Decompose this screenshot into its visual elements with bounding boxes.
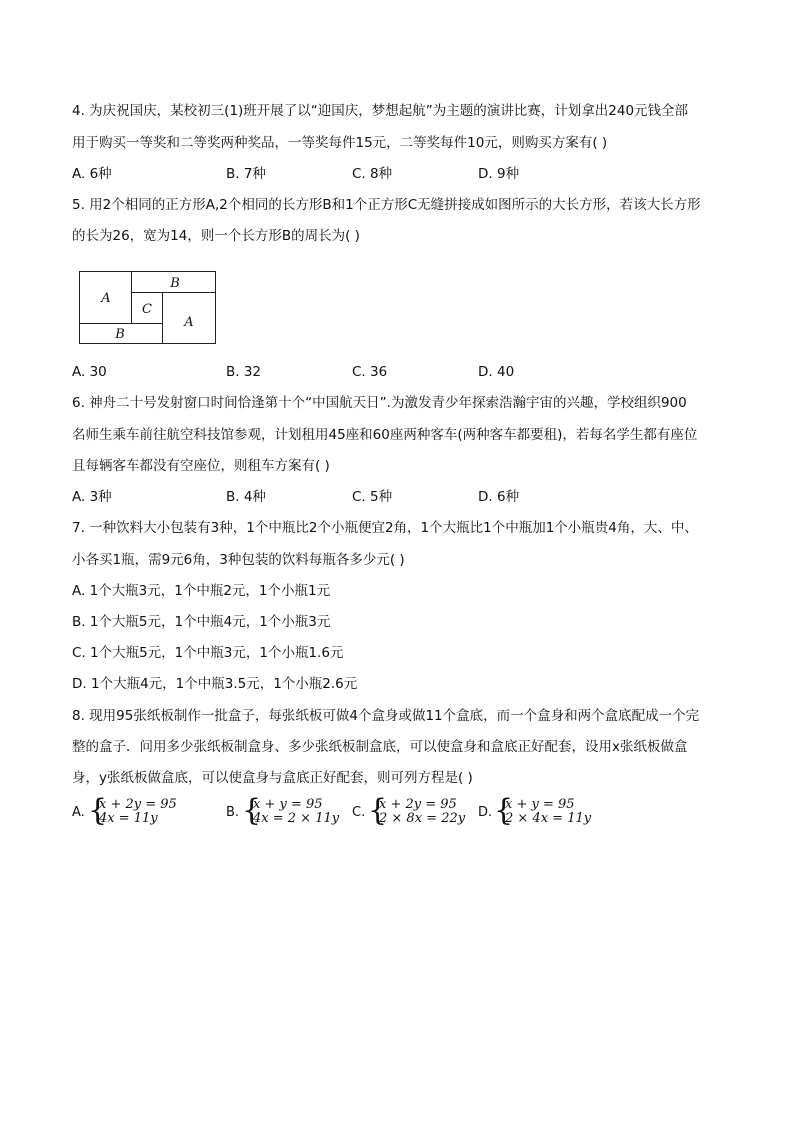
q8-option-c-eq2: 2 × 8x = 22y xyxy=(379,811,466,826)
q7-option-b: B. 1个大瓶5元，1个中瓶4元，1个小瓶3元 xyxy=(72,614,331,630)
q5-option-b: B. 32 xyxy=(226,364,262,380)
q5-option-c: C. 36 xyxy=(352,364,388,380)
brace-icon: { xyxy=(368,793,388,828)
q7-text-line-1: 7. 一种饮料大小包装有3种，1个中瓶比2个小瓶便宜2角，1个大瓶比1个中瓶加1个小瓶贵4角，大、中、 xyxy=(72,520,698,536)
q8-option-d-label: D. xyxy=(478,805,493,820)
q8-option-d-eq2: 2 × 4x = 11y xyxy=(505,811,592,826)
q8-option-b-eq2: 4x = 2 × 11y xyxy=(253,811,340,826)
figure-label-b-top: B xyxy=(170,276,180,291)
q4-text-line-2: 用于购买一等奖和二等奖两种奖品，一等奖每件15元，二等奖每件10元，则购买方案有( ) xyxy=(72,135,608,151)
q8-option-a-eq1: x + 2y = 95 xyxy=(99,797,177,812)
q8-option-b-label: B. xyxy=(226,805,240,820)
q6-option-a: A. 3种 xyxy=(72,489,112,505)
q6-text-line-2: 名师生乘车前往航空科技馆参观，计划租用45座和60座两种客车(两种客车都要租)，若每名学生都有座位 xyxy=(72,427,698,443)
q8-text-line-1: 8. 现用95张纸板制作一批盒子，每张纸板可做4个盒身或做11个盒底，而一个盒身和两个盒底配成一个完 xyxy=(72,708,700,724)
q4-option-d: D. 9种 xyxy=(478,166,520,182)
q7-option-a: A. 1个大瓶3元，1个中瓶2元，1个小瓶1元 xyxy=(72,583,331,599)
q6-text-line-1: 6. 神舟二十号发射窗口时间恰逢第十个“中国航天日”.为激发青少年探索浩瀚宇宙的兴趣，学校组织900 xyxy=(72,395,687,411)
q8-option-a-label: A. xyxy=(72,805,85,820)
q6-option-d: D. 6种 xyxy=(478,489,520,505)
q6-text-line-3: 且每辆客车都没有空座位，则租车方案有( ) xyxy=(72,458,330,474)
q6-options xyxy=(72,487,732,507)
q6-option-b: B. 4种 xyxy=(226,489,266,505)
q4-option-c: C. 8种 xyxy=(352,166,393,182)
q6-option-c: C. 5种 xyxy=(352,489,393,505)
q7-option-d: D. 1个大瓶4元，1个中瓶3.5元，1个小瓶2.6元 xyxy=(72,676,358,692)
q8-option-d-eq1: x + y = 95 xyxy=(505,797,575,812)
q5-text-line-1: 5. 用2个相同的正方形A,2个相同的长方形B和1个正方形C无缝拼接成如图所示的大长方形，若该大长方形 xyxy=(72,197,701,213)
q5-rectangle-figure xyxy=(79,271,217,345)
q5-options xyxy=(72,362,732,382)
q8-option-c-eq1: x + 2y = 95 xyxy=(379,797,457,812)
brace-icon: { xyxy=(88,793,108,828)
brace-icon: { xyxy=(242,793,262,828)
q4-text-line-1: 4. 为庆祝国庆，某校初三(1)班开展了以“迎国庆，梦想起航”为主题的演讲比赛，计划拿出240元钱全部 xyxy=(72,103,689,119)
q4-option-b: B. 7种 xyxy=(226,166,266,182)
q7-text-line-2: 小各买1瓶，需9元6角，3种包装的饮料每瓶各多少元( ) xyxy=(72,552,405,568)
q8-option-a-eq2: 4x = 11y xyxy=(99,811,158,826)
q4-options xyxy=(72,164,732,184)
q5-text-line-2: 的长为26，宽为14，则一个长方形B的周长为( ) xyxy=(72,228,360,244)
figure-label-a-right: A xyxy=(184,315,194,330)
brace-icon: { xyxy=(494,793,514,828)
q8-option-b-eq1: x + y = 95 xyxy=(253,797,323,812)
q8-option-c-label: C. xyxy=(352,805,366,820)
q8-text-line-3: 身，y张纸板做盒底，可以使盒身与盒底正好配套，则可列方程是( ) xyxy=(72,770,473,786)
q4-option-a: A. 6种 xyxy=(72,166,112,182)
q7-option-c: C. 1个大瓶5元，1个中瓶3元，1个小瓶1.6元 xyxy=(72,645,344,661)
figure-label-c: C xyxy=(142,302,152,317)
q8-text-line-2: 整的盒子．问用多少张纸板制盒身、多少张纸板制盒底，可以使盒身和盒底正好配套，设用x张纸板做盒 xyxy=(72,739,688,755)
q5-option-d: D. 40 xyxy=(478,364,515,380)
figure-label-a-left: A xyxy=(101,291,111,306)
figure-label-b-bottom: B xyxy=(115,327,125,342)
q5-option-a: A. 30 xyxy=(72,364,107,380)
